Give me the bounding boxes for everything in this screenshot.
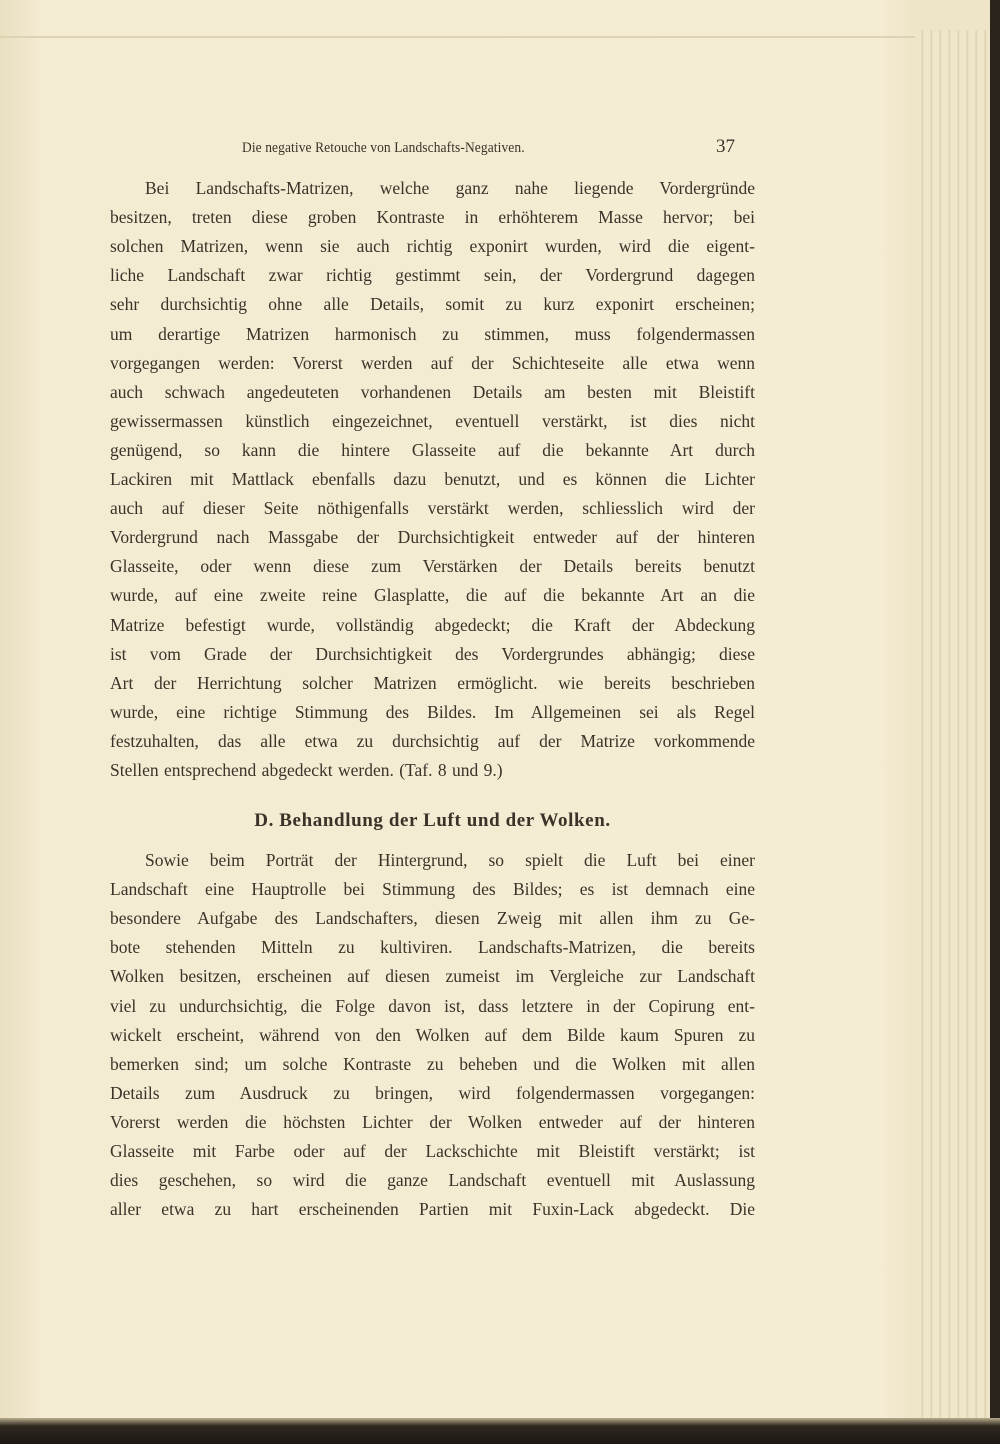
text-line: solchen Matrizen, wenn sie auch richtig exponirt wurden, wird die eigent-: [110, 236, 755, 257]
text-line: Stellen entsprechend abgedeckt werden. (Taf. 8 und 9.): [110, 760, 503, 780]
text-line: Glasseite, oder wenn diese zum Verstärken der Details bereits benutzt: [110, 556, 755, 577]
text-line: genügend, so kann die hintere Glasseite auf die bekannte Art durch: [110, 439, 755, 460]
page-stack-edges: [915, 30, 1000, 1420]
text-line: gewissermassen künstlich eingezeichnet, eventuell verstärkt, ist dies nicht: [110, 410, 755, 431]
page-number: 37: [716, 136, 735, 157]
text-line: Vordergrund nach Massgabe der Durchsichtigkeit entweder auf der hinteren: [110, 527, 755, 548]
text-line: Glasseite mit Farbe oder auf der Lackschichte mit Bleistift verstärkt; ist: [110, 1141, 755, 1161]
text-line: wurde, eine richtige Stimmung des Bildes. Im Allgemeinen sei als Regel: [110, 701, 755, 722]
page-top-edge: [0, 36, 915, 38]
text-line: ist vom Grade der Durchsichtigkeit des Vordergrundes abhängig; diese: [110, 643, 755, 664]
scan-border-right: [990, 0, 1000, 1444]
scan-border-bottom: [0, 1418, 1000, 1444]
text-line: bemerken sind; um solche Kontraste zu beheben und die Wolken mit allen: [110, 1053, 755, 1074]
text-line: festzuhalten, das alle etwa zu durchsichtig auf der Matrize vorkommende: [110, 730, 755, 751]
text-line: wurde, auf eine zweite reine Glasplatte, die auf die bekannte Art an die: [110, 585, 755, 606]
text-line: vorgegangen werden: Vorerst werden auf der Schichteseite alle etwa wenn: [110, 352, 755, 373]
running-title: Die negative Retouche von Landschafts-Negativen.: [242, 140, 525, 156]
text-line: Landschaft eine Hauptrolle bei Stimmung des Bildes; es ist demnach eine: [110, 879, 755, 900]
text-line: besitzen, treten diese groben Kontraste in erhöhterem Masse hervor; bei: [110, 207, 755, 228]
text-line: Details zum Ausdruck zu bringen, wird folgendermassen vorgegangen:: [110, 1082, 755, 1103]
text-line: Bei Landschafts-Matrizen, welche ganz nahe liegende Vordergründe: [145, 178, 755, 198]
text-line: viel zu undurchsichtig, die Folge davon ist, dass letztere in der Copirung ent-: [110, 995, 755, 1016]
text-line: Lackiren mit Mattlack ebenfalls dazu benutzt, und es können die Lichter: [110, 469, 755, 489]
text-line: dies geschehen, so wird die ganze Landschaft eventuell mit Auslassung: [110, 1170, 755, 1191]
text-line: sehr durchsichtig ohne alle Details, somit zu kurz exponirt erscheinen;: [110, 294, 755, 315]
text-line: bote stehenden Mitteln zu kultiviren. Landschafts-Matrizen, die bereits: [110, 937, 755, 958]
text-line: Matrize befestigt wurde, vollständig abgedeckt; die Kraft der Abdeckung: [110, 614, 755, 635]
text-line: wickelt erscheint, während von den Wolken auf dem Bilde kaum Spuren zu: [110, 1024, 755, 1045]
text-line: auch auf dieser Seite nöthigenfalls verstärkt werden, schliesslich wird der: [110, 498, 755, 519]
text-line: Art der Herrichtung solcher Matrizen ermöglicht. wie bereits beschrieben: [110, 672, 755, 693]
text-line: aller etwa zu hart erscheinenden Partien mit Fuxin-Lack abgedeckt. Die: [110, 1199, 755, 1220]
text-line: liche Landschaft zwar richtig gestimmt sein, der Vordergrund dagegen: [110, 265, 755, 286]
text-line: Vorerst werden die höchsten Lichter der Wolken entweder auf der hinteren: [110, 1111, 755, 1132]
text-line: um derartige Matrizen harmonisch zu stimmen, muss folgendermassen: [110, 323, 755, 344]
text-line: auch schwach angedeuteten vorhandenen Details am besten mit Bleistift: [110, 381, 755, 402]
text-line: Wolken besitzen, erscheinen auf diesen zumeist im Vergleiche zur Landschaft: [110, 966, 755, 987]
text-line: Sowie beim Porträt der Hintergrund, so spielt die Luft bei einer: [145, 850, 755, 870]
text-line: besondere Aufgabe des Landschafters, diesen Zweig mit allen ihm zu Ge-: [110, 908, 755, 929]
section-heading: D. Behandlung der Luft und der Wolken.: [254, 810, 611, 831]
